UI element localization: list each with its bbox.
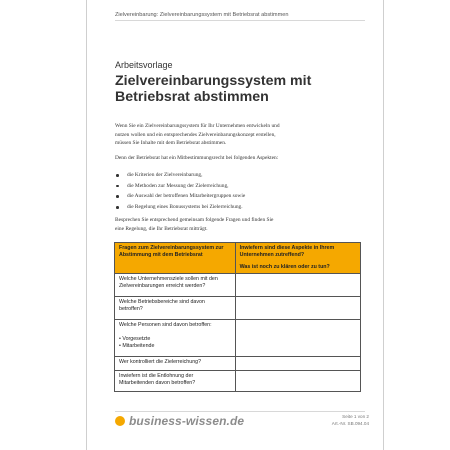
- closing-paragraph: [115, 216, 315, 233]
- table-row: [115, 371, 361, 392]
- question-line: Welche Unternehmensziele sollen mit den: [119, 276, 218, 282]
- table-row: [115, 357, 361, 371]
- header-answer-line: Was ist noch zu klären oder zu tun?: [239, 264, 330, 270]
- answer-cell[interactable]: [235, 357, 360, 371]
- document-title: [115, 73, 355, 105]
- question-table: [114, 242, 361, 392]
- business-wissen-logo: [115, 414, 244, 428]
- table-row: [115, 297, 361, 320]
- aspect-text: die Methoden zur Messung der Zielerreichung,: [127, 182, 229, 189]
- title-line: Betriebsrat abstimmen: [115, 89, 269, 105]
- question-bullet: • Vorgesetzte: [119, 336, 151, 343]
- question-cell: [115, 371, 236, 392]
- aspect-text: die Auswahl der betroffenen Mitarbeitergruppen sowie: [127, 193, 246, 200]
- page-number: Seite 1 von 2: [342, 414, 369, 419]
- lead-sentence: Denn der Betriebsrat hat ein Mitbestimmungsrecht bei folgenden Aspekten:: [115, 155, 279, 161]
- question-cell: [115, 357, 236, 371]
- article-number: Art.-Nr. SB.094.04: [331, 421, 369, 426]
- question-line: Mitarbeitenden davon betroffen?: [119, 380, 196, 387]
- bullet-text: Mitarbeitende: [122, 343, 155, 350]
- intro-line: Wenn Sie ein Zielvereinbarungssystem für Ihr Unternehmen entwickeln und: [115, 123, 280, 129]
- table-header-questions: Fragen zum Zielvereinbarungssystem zur Abstimmung mit dem Betriebsrat: [115, 243, 236, 274]
- footer-meta: [332, 413, 369, 427]
- list-item: [115, 172, 245, 183]
- intro-paragraph: [115, 122, 315, 148]
- question-line: betroffen?: [119, 306, 143, 313]
- question-bullet: • Mitarbeitende: [119, 343, 155, 350]
- answer-cell[interactable]: [235, 274, 360, 297]
- table-row: [115, 320, 361, 357]
- document-page: [86, 0, 384, 450]
- intro-line: müssen Sie Inhalte mit dem Betriebsrat abstimmen.: [115, 140, 227, 147]
- question-line: Welche Betriebsbereiche sind davon: [119, 299, 205, 305]
- closing-line: eine Regelung, die Ihr Betriebsrat mitträgt.: [115, 225, 208, 232]
- question-line: Welche Personen sind davon betroffen:: [119, 322, 212, 328]
- question-line: Zielvereinbarungen erreicht werden?: [119, 283, 206, 290]
- question-cell: [115, 297, 236, 320]
- answer-cell[interactable]: [235, 297, 360, 320]
- bullet-text: Vorgesetzte: [122, 336, 151, 343]
- table-header-answers: [235, 243, 360, 274]
- spacer: [119, 329, 231, 336]
- logo-text: business-wissen.de: [129, 414, 245, 428]
- answer-cell[interactable]: [235, 371, 360, 392]
- list-item: [115, 204, 245, 215]
- bullet-icon: [116, 185, 119, 188]
- bullet-icon: [116, 174, 119, 177]
- table-row: [115, 274, 361, 297]
- question-line: Inwiefern ist die Entlohnung der: [119, 373, 194, 379]
- footer-divider: [115, 411, 365, 412]
- document-subtitle: Arbeitsvorlage: [115, 60, 173, 70]
- running-header: Zielvereinbarung: Zielvereinbarungssystem mit Betriebsrat abstimmen: [115, 12, 365, 21]
- bullet-icon: [116, 206, 119, 209]
- question-cell: [115, 274, 236, 297]
- table-header-row: [115, 243, 361, 274]
- aspect-text: die Kriterien der Zielvereinbarung,: [127, 172, 203, 178]
- list-item: [115, 183, 245, 194]
- closing-line: Besprechen Sie entsprechend gemeinsam folgende Fragen und finden Sie: [115, 217, 274, 223]
- question-line: Wer kontrolliert die Zielerreichung?: [119, 359, 202, 365]
- intro-line: nutzen wollen und ein entsprechendes Zielvereinbarungskonzept erstellen,: [115, 131, 276, 138]
- aspect-text: die Regelung eines Bonussystems bei Zielerreichung.: [127, 204, 243, 211]
- list-item: [115, 193, 245, 204]
- logo-circle-icon: [115, 416, 125, 426]
- answer-cell[interactable]: [235, 320, 360, 357]
- question-cell: [115, 320, 236, 357]
- header-answer-line: Inwiefern sind diese Aspekte in Ihrem Unternehmen zutreffend?: [239, 245, 335, 258]
- title-line: Zielvereinbarungssystem mit: [115, 73, 312, 89]
- aspects-list: [115, 172, 245, 215]
- bullet-icon: [116, 195, 119, 198]
